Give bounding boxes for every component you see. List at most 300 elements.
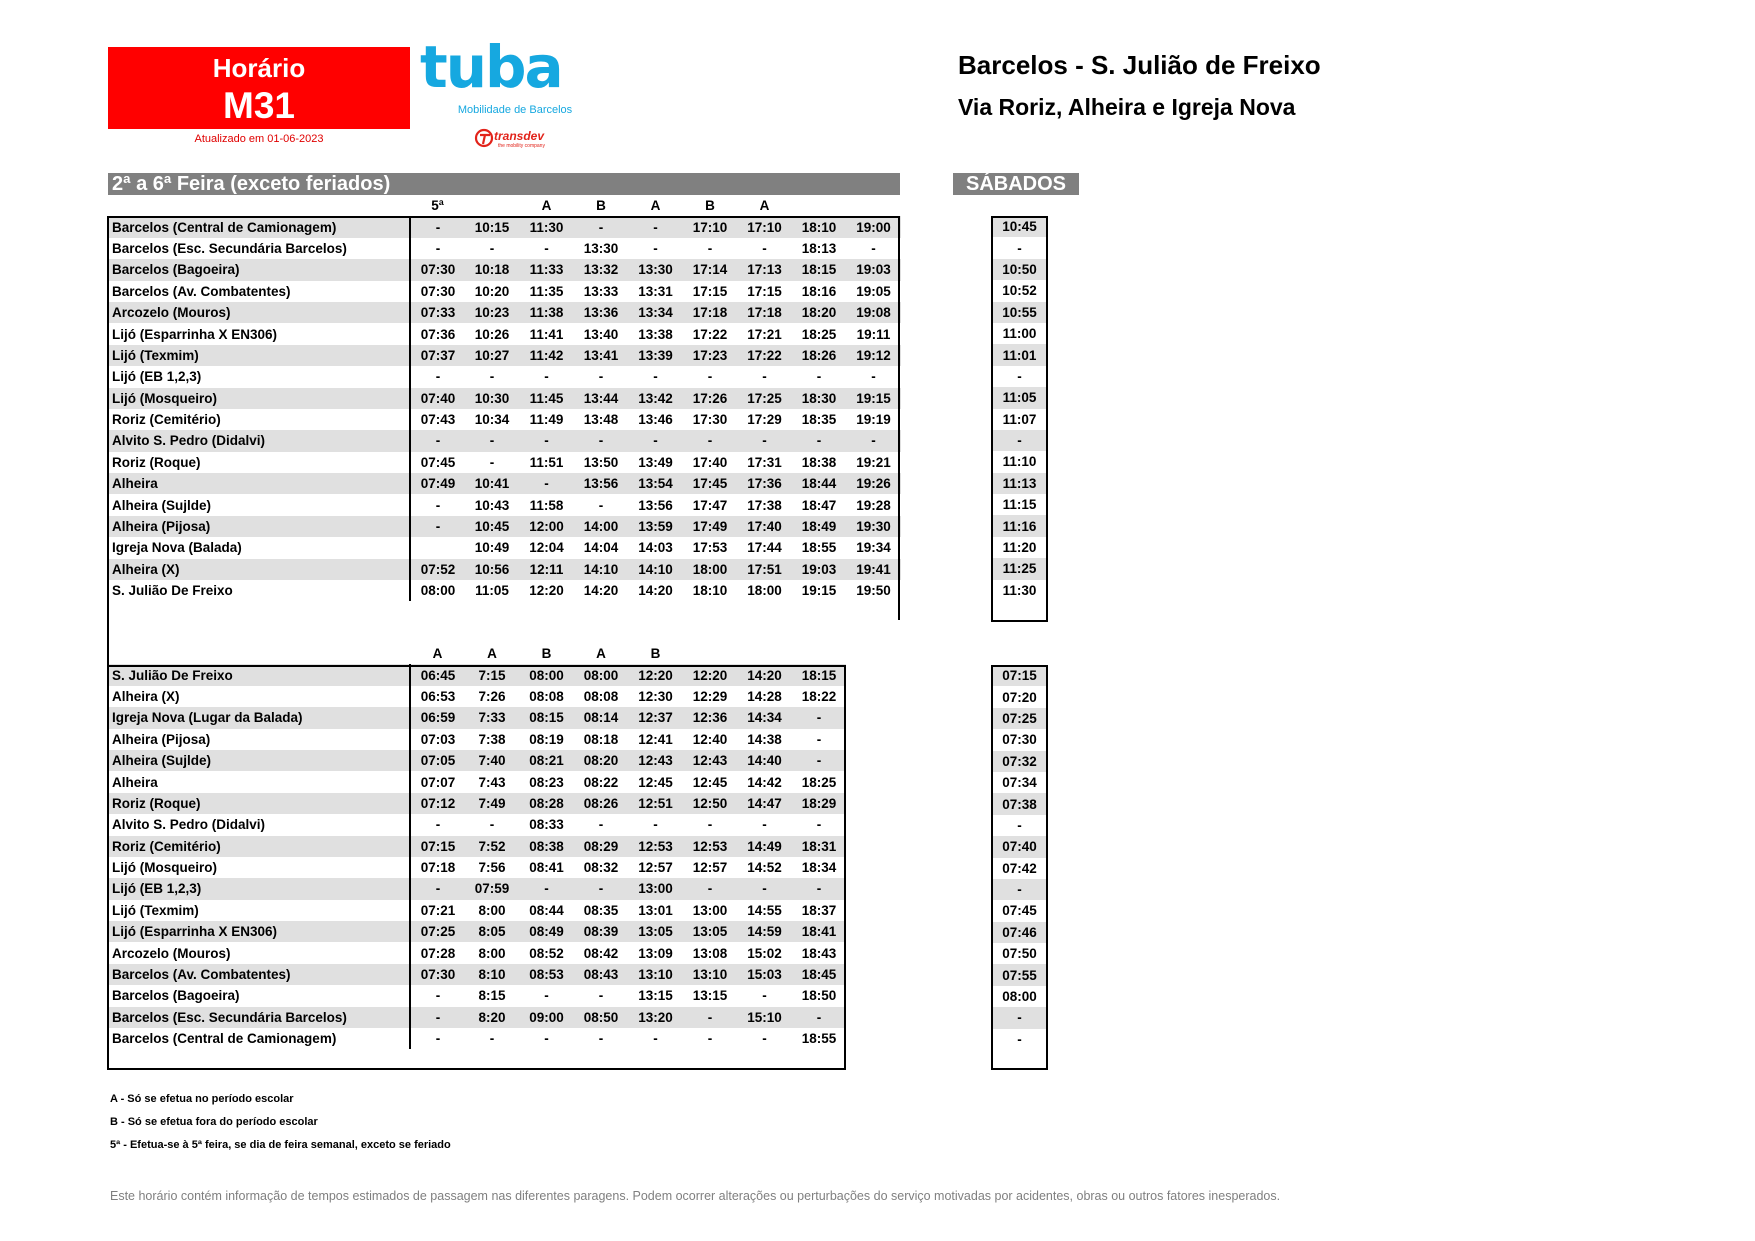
- departure-time: 08:08: [583, 688, 619, 704]
- departure-time: 18:55: [801, 540, 837, 556]
- departure-time: 12:11: [519, 559, 574, 580]
- departure-time: -: [707, 369, 713, 385]
- departure-time: 17:51: [737, 559, 792, 580]
- departure-time: 7:26: [478, 688, 506, 704]
- saturday-time: 11:15: [1002, 497, 1037, 513]
- departure-time: -: [489, 369, 495, 385]
- stop-name: Alheira: [109, 473, 410, 494]
- departure-time: 15:03: [737, 964, 792, 985]
- departure-time: 12:57: [692, 860, 728, 876]
- table-row: [109, 750, 846, 771]
- service-note: B: [650, 646, 661, 662]
- departure-time: 19:19: [856, 412, 891, 428]
- saturday-time: 11:20: [1002, 540, 1037, 556]
- departure-time: 10:41: [465, 473, 519, 494]
- departure-time: -: [435, 240, 441, 256]
- departure-time: 08:43: [574, 964, 628, 985]
- service-note: B: [596, 198, 606, 214]
- departure-time: 17:29: [747, 412, 782, 428]
- departure-time: 08:53: [519, 964, 574, 985]
- departure-time: 13:01: [638, 902, 673, 918]
- departure-time: 13:54: [628, 473, 683, 494]
- departure-time: -: [574, 878, 628, 899]
- departure-time: 17:25: [737, 388, 792, 409]
- departure-time: 07:33: [410, 302, 465, 323]
- departure-time: -: [762, 369, 767, 385]
- table-row: [109, 516, 901, 537]
- departure-time: -: [410, 516, 465, 537]
- saturday-time: 10:45: [993, 216, 1046, 237]
- departure-time: 12:57: [638, 860, 673, 876]
- service-note: A: [650, 198, 661, 214]
- departure-time: 8:20: [465, 1007, 519, 1028]
- departure-time: 13:48: [583, 412, 619, 428]
- departure-time: 10:26: [474, 326, 510, 342]
- departure-time: 10:34: [474, 412, 510, 428]
- table-row: [109, 281, 901, 302]
- horario-label: Horário: [212, 53, 306, 83]
- departure-time: 13:31: [638, 283, 673, 299]
- departure-time: 18:55: [801, 1031, 837, 1047]
- departure-time: 11:05: [475, 583, 509, 599]
- stop-name: Roriz (Roque): [109, 793, 410, 814]
- departure-time: 18:35: [801, 412, 837, 428]
- stop-name: Lijó (Mosqueiro): [109, 857, 410, 878]
- saturday-time: 11:16: [993, 515, 1046, 536]
- departure-time: 07:30: [420, 283, 456, 299]
- stop-name: Alheira (X): [109, 686, 410, 707]
- departure-time: 12:37: [628, 707, 683, 728]
- departure-time: 13:15: [692, 988, 728, 1004]
- departure-time: -: [598, 817, 604, 833]
- departure-time: 18:37: [801, 902, 837, 918]
- departure-time: 7:38: [478, 731, 506, 747]
- departure-time: 14:20: [583, 583, 619, 599]
- departure-time: 06:59: [410, 707, 465, 728]
- table-row: [109, 537, 901, 558]
- departure-time: -: [410, 1007, 465, 1028]
- departure-time: -: [489, 454, 495, 470]
- saturday-time: 10:50: [993, 259, 1046, 280]
- departure-time: 11:41: [529, 326, 564, 342]
- departure-time: 08:15: [519, 707, 574, 728]
- line-number: M31: [223, 85, 295, 126]
- departure-time: 17:18: [737, 302, 792, 323]
- stop-name: Alheira (Sujlde): [109, 750, 410, 771]
- departure-time: 14:34: [737, 707, 792, 728]
- stop-name: Roriz (Cemitério): [109, 836, 410, 857]
- departure-time: 8:10: [465, 964, 519, 985]
- departure-time: -: [816, 731, 822, 747]
- saturday-time: 11:25: [993, 558, 1046, 579]
- saturday-time: -: [1017, 817, 1022, 833]
- departure-time: 12:00: [519, 516, 574, 537]
- departure-time: 18:50: [801, 988, 837, 1004]
- departure-time: -: [707, 817, 713, 833]
- departure-time: -: [435, 1031, 441, 1047]
- departure-time: 08:39: [574, 921, 628, 942]
- saturday-time: -: [993, 1007, 1046, 1028]
- departure-time: 10:15: [465, 216, 519, 237]
- departure-time: 10:20: [474, 283, 510, 299]
- service-note: A: [759, 198, 770, 214]
- departure-time: 17:30: [692, 412, 728, 428]
- departure-time: 11:42: [519, 345, 574, 366]
- departure-time: -: [683, 1007, 737, 1028]
- departure-time: 11:58: [529, 497, 564, 513]
- departure-time: 18:16: [801, 283, 837, 299]
- departure-time: 07:30: [410, 964, 465, 985]
- table-row: [109, 559, 901, 580]
- saturday-time: 07:38: [993, 793, 1046, 814]
- inbound-weekday-table: [109, 643, 847, 1049]
- table-row: [109, 388, 901, 409]
- service-note: A: [487, 646, 497, 662]
- departure-time: -: [792, 707, 846, 728]
- table-row: [109, 323, 901, 344]
- departure-time: 18:00: [747, 583, 782, 599]
- departure-time: 18:15: [792, 259, 846, 280]
- table-row: [109, 238, 901, 259]
- departure-time: -: [707, 240, 713, 256]
- saturday-time: -: [1017, 240, 1022, 256]
- departure-time: -: [598, 369, 604, 385]
- departure-time: -: [410, 430, 465, 451]
- departure-time: 17:18: [683, 302, 737, 323]
- departure-time: -: [598, 497, 604, 513]
- departure-time: 17:13: [737, 259, 792, 280]
- departure-time: 13:38: [638, 326, 673, 342]
- departure-time: 12:20: [529, 583, 564, 599]
- departure-time: 14:28: [747, 688, 782, 704]
- departure-time: 17:26: [683, 388, 737, 409]
- departure-time: 14:59: [737, 921, 792, 942]
- departure-time: -: [410, 216, 465, 237]
- table-row: [109, 729, 846, 750]
- departure-time: 17:23: [683, 345, 737, 366]
- departure-time: 11:30: [519, 216, 574, 237]
- departure-time: -: [598, 988, 604, 1004]
- saturday-time: -: [993, 430, 1046, 451]
- tuba-logo: tuba: [420, 33, 562, 101]
- table-row: [109, 942, 846, 963]
- departure-time: 15:02: [747, 945, 782, 961]
- departure-time: -: [653, 1031, 658, 1047]
- table-row: [109, 430, 901, 451]
- departure-time: -: [410, 878, 465, 899]
- service-notes-row: [109, 643, 846, 664]
- departure-time: 07:05: [410, 750, 465, 771]
- departure-time: 12:45: [638, 774, 673, 790]
- departure-time: 08:28: [519, 793, 574, 814]
- stop-name: S. Julião De Freixo: [109, 664, 410, 685]
- departure-time: 07:12: [410, 793, 465, 814]
- footnotes: [110, 1093, 451, 1162]
- departure-time: 11:35: [529, 283, 564, 299]
- stop-name: Lijó (Esparrinha X EN306): [109, 323, 410, 344]
- departure-time: 13:30: [628, 259, 683, 280]
- departure-time: 07:37: [410, 345, 465, 366]
- departure-time: 19:08: [846, 302, 901, 323]
- saturday-inbound-border: [991, 665, 1048, 1070]
- departure-time: 7:33: [465, 707, 519, 728]
- departure-time: 18:00: [683, 559, 737, 580]
- departure-time: 19:15: [846, 388, 901, 409]
- departure-time: 13:33: [583, 283, 619, 299]
- departure-time: 13:39: [628, 345, 683, 366]
- departure-time: 07:36: [420, 326, 456, 342]
- departure-time: 12:53: [683, 836, 737, 857]
- departure-time: 08:33: [529, 817, 564, 833]
- departure-time: 08:08: [529, 688, 564, 704]
- departure-time: 19:03: [846, 259, 901, 280]
- departure-time: 08:52: [529, 945, 564, 961]
- departure-time: 13:56: [574, 473, 628, 494]
- departure-time: 12:40: [692, 731, 728, 747]
- table-row: [109, 686, 846, 707]
- departure-time: -: [871, 369, 876, 385]
- stop-name: Arcozelo (Mouros): [109, 302, 410, 323]
- departure-time: 10:43: [474, 497, 510, 513]
- departure-time: 13:10: [683, 964, 737, 985]
- route-title: Barcelos - S. Julião de Freixo: [958, 50, 1321, 80]
- service-note: [465, 195, 519, 216]
- departure-time: 19:15: [801, 583, 837, 599]
- departure-time: 13:08: [692, 945, 728, 961]
- departure-time: -: [653, 369, 658, 385]
- saturday-time: 07:50: [1002, 946, 1037, 962]
- departure-time: 08:42: [583, 945, 619, 961]
- table-row: [109, 1028, 846, 1049]
- departure-time: 13:32: [574, 259, 628, 280]
- table-row: [109, 771, 846, 792]
- departure-time: -: [489, 240, 495, 256]
- table-row: [109, 900, 846, 921]
- stop-name: Barcelos (Bagoeira): [109, 259, 410, 280]
- departure-time: 08:14: [574, 707, 628, 728]
- departure-time: 07:18: [420, 860, 456, 876]
- table-row: [109, 664, 846, 685]
- departure-time: 17:10: [737, 216, 792, 237]
- departure-time: 17:22: [737, 345, 792, 366]
- departure-time: 18:38: [801, 454, 837, 470]
- saturday-time: 10:52: [1002, 283, 1037, 299]
- departure-time: 08:00: [420, 583, 456, 599]
- saturday-time: 07:42: [1002, 860, 1037, 876]
- departure-time: 13:46: [638, 412, 673, 428]
- departure-time: 18:10: [692, 583, 728, 599]
- departure-time: 18:43: [801, 945, 837, 961]
- service-note: [683, 643, 737, 664]
- saturday-time: 08:00: [1002, 989, 1037, 1005]
- departure-time: 13:34: [628, 302, 683, 323]
- stop-name: Roriz (Cemitério): [109, 409, 410, 430]
- departure-time: 18:13: [801, 240, 837, 256]
- departure-time: 08:35: [583, 902, 619, 918]
- departure-time: 10:56: [465, 559, 519, 580]
- departure-time: 08:32: [583, 860, 619, 876]
- departure-time: 12:45: [692, 774, 728, 790]
- service-note: 5ª: [431, 198, 444, 214]
- saturday-time: 07:45: [1002, 903, 1037, 919]
- departure-time: -: [762, 817, 767, 833]
- service-note: A: [596, 646, 606, 662]
- departure-time: 7:49: [465, 793, 519, 814]
- departure-time: -: [544, 369, 549, 385]
- departure-time: 14:38: [747, 731, 782, 747]
- departure-time: 18:34: [801, 860, 837, 876]
- departure-time: -: [792, 750, 846, 771]
- departure-time: 08:26: [574, 793, 628, 814]
- departure-time: 12:20: [683, 664, 737, 685]
- table-row: [109, 814, 846, 835]
- departure-time: -: [574, 430, 628, 451]
- saturday-time: 11:13: [993, 473, 1046, 494]
- saturday-time: 11:30: [1002, 582, 1037, 598]
- saturday-time: 07:34: [1002, 775, 1037, 791]
- saturday-time: 07:32: [993, 751, 1046, 772]
- departure-time: 18:25: [801, 774, 837, 790]
- departure-time: 10:49: [474, 540, 510, 556]
- departure-time: -: [792, 430, 846, 451]
- table-row: [109, 793, 846, 814]
- stop-name: Igreja Nova (Lugar da Balada): [109, 707, 410, 728]
- departure-time: 13:05: [628, 921, 683, 942]
- departure-time: 13:40: [583, 326, 619, 342]
- departure-time: 18:15: [792, 664, 846, 685]
- departure-time: -: [598, 1031, 604, 1047]
- table-row: [109, 494, 901, 515]
- departure-time: 12:43: [683, 750, 737, 771]
- departure-time: 18:10: [792, 216, 846, 237]
- stop-name: Barcelos (Av. Combatentes): [109, 281, 410, 302]
- departure-time: 18:25: [801, 326, 837, 342]
- departure-time: -: [871, 240, 876, 256]
- departure-time: 11:49: [529, 412, 564, 428]
- table-row: [109, 345, 901, 366]
- departure-time: 11:45: [519, 388, 574, 409]
- saturday-time: 07:40: [993, 836, 1046, 857]
- departure-time: -: [519, 878, 574, 899]
- departure-time: 7:56: [478, 860, 506, 876]
- departure-time: 17:21: [747, 326, 782, 342]
- departure-time: 18:20: [792, 302, 846, 323]
- departure-time: 14:40: [737, 750, 792, 771]
- stop-name: Barcelos (Central de Camionagem): [109, 216, 410, 237]
- departure-time: -: [762, 988, 767, 1004]
- departure-time: 13:59: [628, 516, 683, 537]
- departure-time: 7:43: [478, 774, 506, 790]
- departure-time: 13:41: [574, 345, 628, 366]
- transdev-tagline: the mobility company: [498, 143, 545, 149]
- departure-time: 07:59: [465, 878, 519, 899]
- saturday-time: 11:00: [1002, 326, 1037, 342]
- saturday-section-header: SÁBADOS: [953, 173, 1079, 195]
- departure-time: 07:25: [410, 921, 465, 942]
- stop-name: Igreja Nova (Balada): [109, 537, 410, 558]
- departure-time: -: [816, 369, 822, 385]
- transdev-icon: [474, 127, 496, 149]
- departure-time: -: [435, 497, 441, 513]
- stop-name: S. Julião De Freixo: [109, 580, 410, 601]
- departure-time: -: [544, 240, 549, 256]
- departure-time: 08:00: [519, 664, 574, 685]
- departure-time: 8:15: [478, 988, 506, 1004]
- departure-time: 11:51: [529, 454, 564, 470]
- departure-time: -: [519, 473, 574, 494]
- outbound-weekday-table: [109, 195, 901, 601]
- departure-time: -: [435, 988, 441, 1004]
- stop-name: Alheira (X): [109, 559, 410, 580]
- route-subtitle: Via Roriz, Alheira e Igreja Nova: [958, 94, 1296, 120]
- stop-name: Lijó (EB 1,2,3): [109, 366, 410, 387]
- table-row: [109, 302, 901, 323]
- departure-time: 18:29: [792, 793, 846, 814]
- departure-time: -: [683, 430, 737, 451]
- departure-time: 11:33: [519, 259, 574, 280]
- stop-name: Barcelos (Bagoeira): [109, 985, 410, 1006]
- departure-time: 06:45: [410, 664, 465, 685]
- service-note: B: [705, 198, 715, 214]
- stop-name: Alvito S. Pedro (Didalvi): [109, 430, 410, 451]
- departure-time: 8:00: [478, 902, 506, 918]
- departure-time: 14:00: [574, 516, 628, 537]
- departure-time: -: [544, 1031, 549, 1047]
- departure-time: 07:49: [410, 473, 465, 494]
- departure-time: 07:30: [410, 259, 465, 280]
- departure-time: 08:20: [574, 750, 628, 771]
- saturday-time: 07:55: [993, 964, 1046, 985]
- departure-time: 10:18: [465, 259, 519, 280]
- table-row: [109, 452, 901, 473]
- service-note: [737, 643, 792, 664]
- departure-time: -: [816, 817, 822, 833]
- departure-time: 18:45: [792, 964, 846, 985]
- departure-time: 08:50: [574, 1007, 628, 1028]
- departure-time: -: [707, 1031, 713, 1047]
- departure-time: 18:44: [792, 473, 846, 494]
- table-row: [109, 259, 901, 280]
- table-row: [109, 857, 846, 878]
- departure-time: 13:10: [628, 964, 683, 985]
- departure-time: -: [465, 430, 519, 451]
- footnote-b: B - Só se efetua fora do período escolar: [110, 1116, 318, 1128]
- service-note: A: [432, 646, 443, 662]
- departure-time: -: [846, 430, 901, 451]
- departure-time: 17:15: [692, 283, 728, 299]
- updated-date: Atualizado em 01-06-2023: [194, 133, 324, 145]
- tuba-logo-subtitle: Mobilidade de Barcelos: [457, 104, 573, 116]
- saturday-time: 11:07: [1002, 411, 1037, 427]
- service-notes-row: [109, 195, 901, 216]
- departure-time: -: [519, 430, 574, 451]
- departure-time: 10:23: [465, 302, 519, 323]
- footnote-5a: 5ª - Efetua-se à 5ª feira, se dia de feira semanal, exceto se feriado: [110, 1139, 451, 1151]
- departure-time: 7:52: [465, 836, 519, 857]
- departure-time: 07:43: [420, 412, 456, 428]
- departure-time: 10:27: [465, 345, 519, 366]
- departure-time: 14:10: [628, 559, 683, 580]
- departure-time: 19:03: [792, 559, 846, 580]
- departure-time: 12:51: [628, 793, 683, 814]
- saturday-time: -: [1017, 1031, 1022, 1047]
- departure-time: 07:03: [420, 731, 456, 747]
- departure-time: 13:09: [638, 945, 673, 961]
- departure-time: 18:31: [792, 836, 846, 857]
- departure-time: -: [792, 1007, 846, 1028]
- stop-name: Barcelos (Esc. Secundária Barcelos): [109, 238, 410, 259]
- table-row: [109, 921, 846, 942]
